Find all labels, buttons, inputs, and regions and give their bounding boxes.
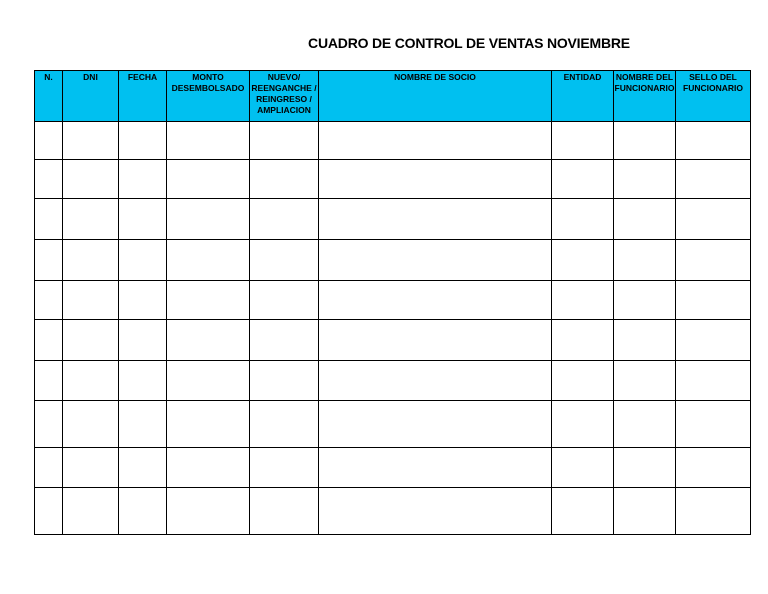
table-cell[interactable] <box>167 160 250 199</box>
table-cell[interactable] <box>250 281 319 320</box>
table-cell[interactable] <box>552 281 614 320</box>
column-header-date: FECHA <box>119 71 167 122</box>
table-cell[interactable] <box>250 361 319 401</box>
table-cell[interactable] <box>676 122 751 160</box>
table-cell[interactable] <box>614 281 676 320</box>
table-cell[interactable] <box>552 122 614 160</box>
table-cell[interactable] <box>552 160 614 199</box>
table-cell[interactable] <box>119 488 167 535</box>
table-cell[interactable] <box>119 401 167 448</box>
table-row <box>35 160 751 199</box>
table-cell[interactable] <box>119 240 167 281</box>
table-cell[interactable] <box>552 401 614 448</box>
column-header-officer-name: NOMBRE DEL FUNCIONARIO <box>614 71 676 122</box>
table-cell[interactable] <box>119 122 167 160</box>
table-cell[interactable] <box>167 240 250 281</box>
table-cell[interactable] <box>319 160 552 199</box>
table-cell[interactable] <box>614 361 676 401</box>
table-cell[interactable] <box>614 160 676 199</box>
table-cell[interactable] <box>614 488 676 535</box>
table-cell[interactable] <box>35 122 63 160</box>
table-cell[interactable] <box>250 401 319 448</box>
table-cell[interactable] <box>63 488 119 535</box>
table-cell[interactable] <box>552 448 614 488</box>
table-cell[interactable] <box>119 281 167 320</box>
table-row <box>35 320 751 361</box>
table-cell[interactable] <box>35 320 63 361</box>
table-row <box>35 361 751 401</box>
table-cell[interactable] <box>319 448 552 488</box>
column-header-number: N. <box>35 71 63 122</box>
column-header-type: NUEVO/ REENGANCHE / REINGRESO / AMPLIACION <box>250 71 319 122</box>
table-row <box>35 401 751 448</box>
table-cell[interactable] <box>167 488 250 535</box>
table-cell[interactable] <box>676 199 751 240</box>
table-cell[interactable] <box>250 199 319 240</box>
column-header-entity: ENTIDAD <box>552 71 614 122</box>
table-cell[interactable] <box>319 320 552 361</box>
table-cell[interactable] <box>167 122 250 160</box>
table-cell[interactable] <box>614 122 676 160</box>
table-cell[interactable] <box>167 281 250 320</box>
table-cell[interactable] <box>35 448 63 488</box>
table-header-row <box>35 71 751 122</box>
table-cell[interactable] <box>63 281 119 320</box>
table-cell[interactable] <box>35 281 63 320</box>
page-title: CUADRO DE CONTROL DE VENTAS NOVIEMBRE <box>308 35 630 51</box>
table-cell[interactable] <box>614 320 676 361</box>
table-cell[interactable] <box>167 448 250 488</box>
table-cell[interactable] <box>63 361 119 401</box>
table-cell[interactable] <box>676 361 751 401</box>
table-cell[interactable] <box>319 240 552 281</box>
column-header-officer-seal: SELLO DEL FUNCIONARIO <box>676 71 751 122</box>
table-cell[interactable] <box>552 240 614 281</box>
table-cell[interactable] <box>119 448 167 488</box>
table-row <box>35 199 751 240</box>
table-cell[interactable] <box>250 448 319 488</box>
table-cell[interactable] <box>35 401 63 448</box>
table-cell[interactable] <box>552 361 614 401</box>
table-cell[interactable] <box>167 401 250 448</box>
table-row <box>35 240 751 281</box>
table-cell[interactable] <box>614 199 676 240</box>
table-cell[interactable] <box>250 240 319 281</box>
table-cell[interactable] <box>319 199 552 240</box>
table-cell[interactable] <box>676 160 751 199</box>
table-cell[interactable] <box>63 199 119 240</box>
table-cell[interactable] <box>63 401 119 448</box>
table-cell[interactable] <box>63 240 119 281</box>
table-cell[interactable] <box>63 448 119 488</box>
table-cell[interactable] <box>35 361 63 401</box>
table-cell[interactable] <box>676 401 751 448</box>
table-cell[interactable] <box>676 320 751 361</box>
table-cell[interactable] <box>676 488 751 535</box>
table-cell[interactable] <box>167 361 250 401</box>
table-cell[interactable] <box>119 320 167 361</box>
table-cell[interactable] <box>552 199 614 240</box>
column-header-dni: DNI <box>63 71 119 122</box>
table-cell[interactable] <box>119 199 167 240</box>
table-cell[interactable] <box>676 281 751 320</box>
table-cell[interactable] <box>250 488 319 535</box>
table-cell[interactable] <box>167 320 250 361</box>
table-cell[interactable] <box>167 199 250 240</box>
table-cell[interactable] <box>35 488 63 535</box>
table-cell[interactable] <box>63 320 119 361</box>
table-cell[interactable] <box>319 361 552 401</box>
table-cell[interactable] <box>250 122 319 160</box>
column-header-member-name: NOMBRE DE SOCIO <box>319 71 552 122</box>
table-cell[interactable] <box>250 160 319 199</box>
table-cell[interactable] <box>552 320 614 361</box>
table-cell[interactable] <box>676 240 751 281</box>
table-cell[interactable] <box>676 448 751 488</box>
table-cell[interactable] <box>35 199 63 240</box>
table-cell[interactable] <box>119 361 167 401</box>
table-cell[interactable] <box>63 160 119 199</box>
table-cell[interactable] <box>319 122 552 160</box>
table-cell[interactable] <box>63 122 119 160</box>
table-cell[interactable] <box>119 160 167 199</box>
sales-control-table <box>34 70 751 535</box>
table-cell[interactable] <box>319 488 552 535</box>
table-cell[interactable] <box>35 240 63 281</box>
table-cell[interactable] <box>35 160 63 199</box>
table-row <box>35 448 751 488</box>
table-cell[interactable] <box>250 320 319 361</box>
table-row <box>35 488 751 535</box>
table-cell[interactable] <box>552 488 614 535</box>
table-cell[interactable] <box>319 281 552 320</box>
table-cell[interactable] <box>614 401 676 448</box>
table-row <box>35 281 751 320</box>
table-cell[interactable] <box>614 240 676 281</box>
table-cell[interactable] <box>614 448 676 488</box>
table-row <box>35 122 751 160</box>
table-cell[interactable] <box>319 401 552 448</box>
column-header-amount: MONTO DESEMBOLSADO <box>167 71 250 122</box>
